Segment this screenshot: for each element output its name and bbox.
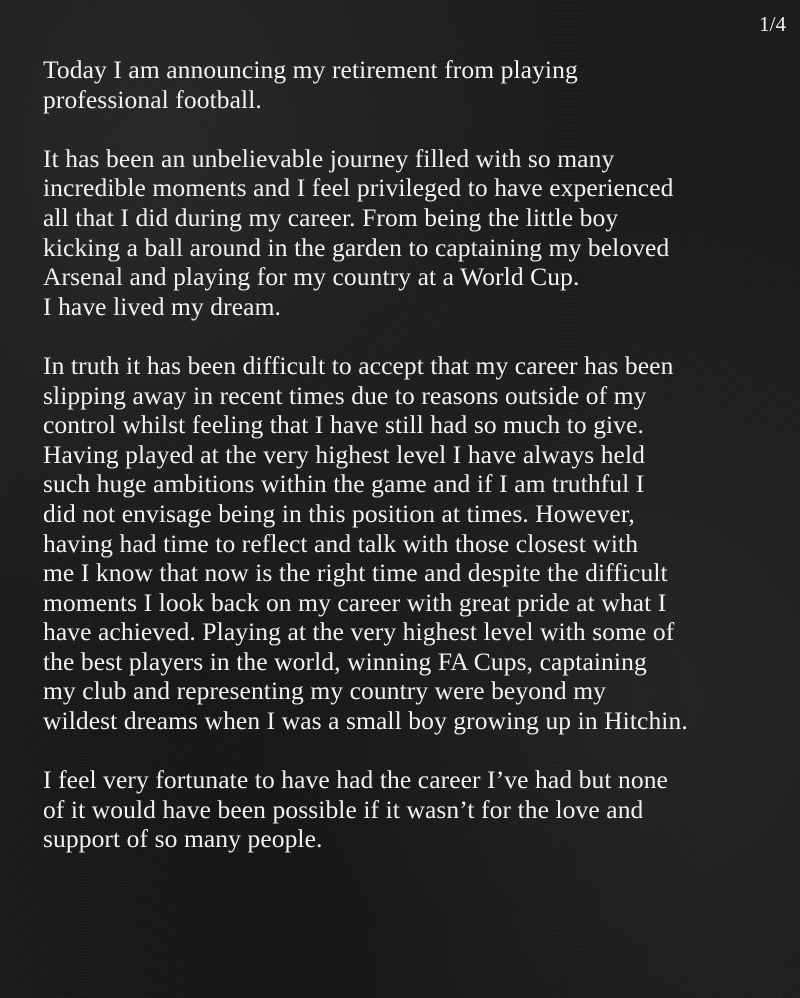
retirement-letter <box>43 55 783 884</box>
text-line: support of so many people. <box>43 824 323 854</box>
text-line: I feel very fortunate to have had the career I’ve had but none <box>43 765 668 795</box>
paragraph-journey <box>43 144 783 322</box>
text-line: control whilst feeling that I have still had so much to give. <box>43 410 644 440</box>
text-line: incredible moments and I feel privileged to have experienced <box>43 173 674 203</box>
text-line: Arsenal and playing for my country at a World Cup. <box>43 262 580 292</box>
text-line: I have lived my dream. <box>43 291 281 321</box>
text-line: Today I am announcing my retirement from playing <box>43 55 578 84</box>
text-line: such huge ambitions within the game and if I am truthful I <box>43 469 645 499</box>
text-line: of it would have been possible if it wasn’t for the love and <box>43 794 644 824</box>
page-number: 1/4 <box>759 12 786 36</box>
text-line: the best players in the world, winning FA Cups, captaining <box>43 646 647 676</box>
text-line: moments I look back on my career with great pride at what I <box>43 587 667 617</box>
text-line: all that I did during my career. From being the little boy <box>43 202 619 232</box>
text-line: me I know that now is the right time and despite the difficult <box>43 558 668 588</box>
text-line: did not envisage being in this position at times. However, <box>43 498 635 528</box>
text-line: having had time to reflect and talk with those closest with <box>43 528 639 558</box>
text-line: my club and representing my country were beyond my <box>43 676 607 706</box>
text-line: Having played at the very highest level I have always held <box>43 439 646 469</box>
text-line: In truth it has been difficult to accept that my career has been <box>43 350 674 380</box>
text-line: slipping away in recent times due to reasons outside of my <box>43 380 647 410</box>
text-line: have achieved. Playing at the very highest level with some of <box>43 617 675 647</box>
text-line: kicking a ball around in the garden to captaining my beloved <box>43 232 670 262</box>
text-line: It has been an unbelievable journey filled with so many <box>43 143 615 173</box>
paragraph-gratitude <box>43 765 783 854</box>
paragraph-reflection <box>43 351 783 736</box>
text-line: wildest dreams when I was a small boy growing up in Hitchin. <box>43 706 688 736</box>
paragraph-announcement <box>43 55 783 114</box>
text-line: professional football. <box>43 84 262 114</box>
